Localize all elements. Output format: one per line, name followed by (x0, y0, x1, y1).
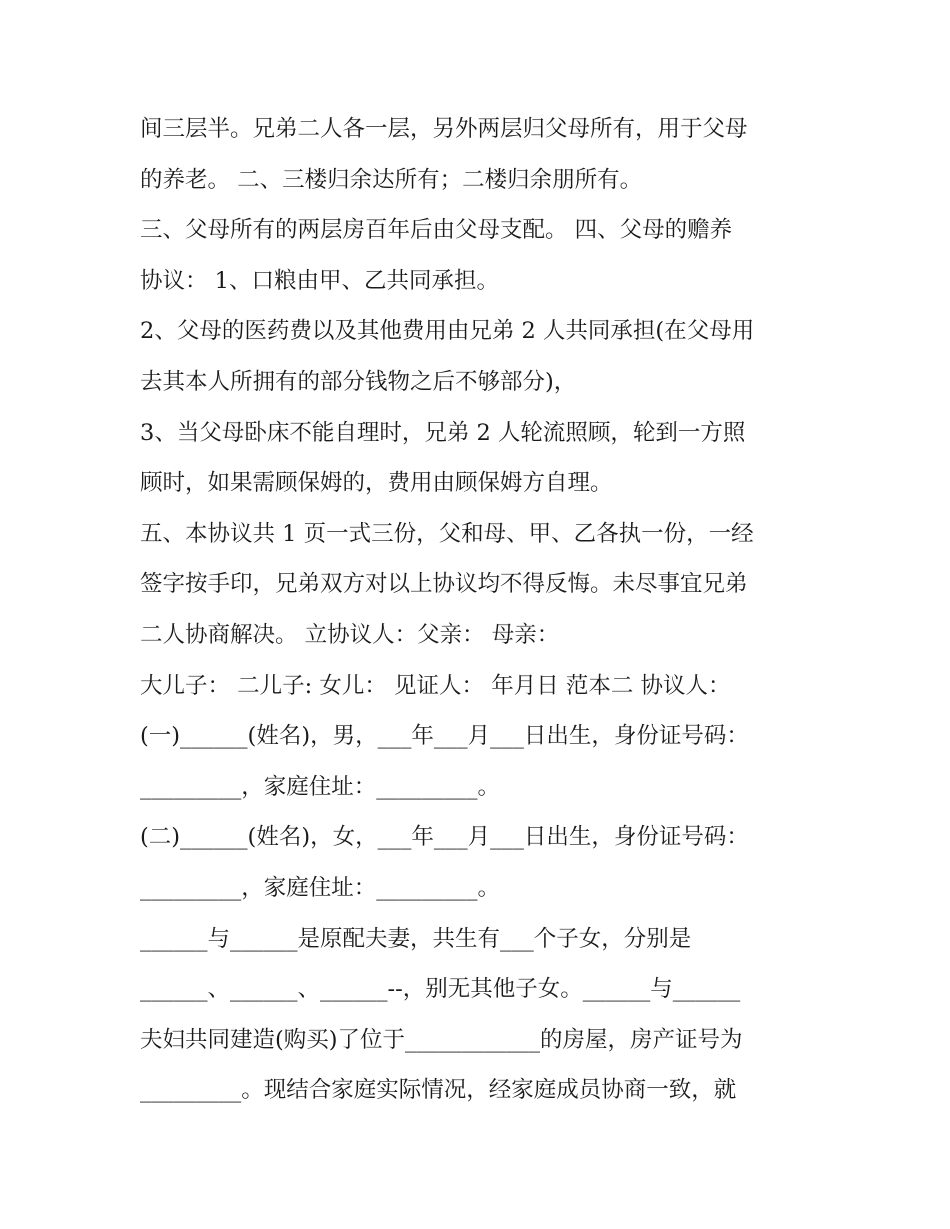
text-line: 签字按手印，兄弟双方对以上协议均不得反悔。未尽事宜兄弟 (140, 571, 748, 598)
text-line: 夫妇共同建造(购买)了位于____________的房屋，房产证号为 (140, 1026, 743, 1053)
text-line: 2、父母的医药费以及其他费用由兄弟 2 人共同承担(在父母用 (140, 318, 755, 345)
text-line: _________，家庭住址：_________。 (140, 773, 501, 800)
text-line: 的养老。 二、三楼归余达所有；二楼归余朋所有。 (140, 166, 643, 193)
text-line: 五、本协议共 1 页一式三份，父和母、甲、乙各执一份，一经 (140, 520, 754, 547)
text-line: 三、父母所有的两层房百年后由父母支配。 四、父母的赡养 (140, 217, 733, 244)
text-line: ______、______、______--，别无其他子女。______与______ (140, 976, 741, 1003)
text-line: 去其本人所拥有的部分钱物之后不够部分)， (140, 368, 577, 395)
text-line: ______与______是原配夫妻，共生有___个子女，分别是 (140, 925, 692, 952)
text-line: _________。现结合家庭实际情况，经家庭成员协商一致，就 (140, 1077, 737, 1104)
text-line: 二人协商解决。 立协议人：父亲： 母亲： (140, 621, 560, 648)
document-body (140, 104, 820, 1116)
text-line: 大儿子： 二儿子: 女儿： 见证人： 年月日 范本二 协议人： (140, 672, 731, 699)
text-line: 协议： 1、口粮由甲、乙共同承担。 (140, 267, 499, 294)
text-line: 顾时，如果需顾保姆的，费用由顾保姆方自理。 (140, 470, 613, 497)
text-line: (一)______(姓名)，男，___年___月___日出生，身份证号码： (140, 723, 749, 750)
text-line: 间三层半。兄弟二人各一层，另外两层归父母所有，用于父母 (140, 116, 748, 142)
text-line: 3、当父母卧床不能自理时，兄弟 2 人轮流照顾，轮到一方照 (140, 419, 746, 446)
text-line: _________，家庭住址：_________。 (140, 874, 501, 901)
text-line: (二)______(姓名)，女，___年___月___日出生，身份证号码： (140, 824, 749, 851)
